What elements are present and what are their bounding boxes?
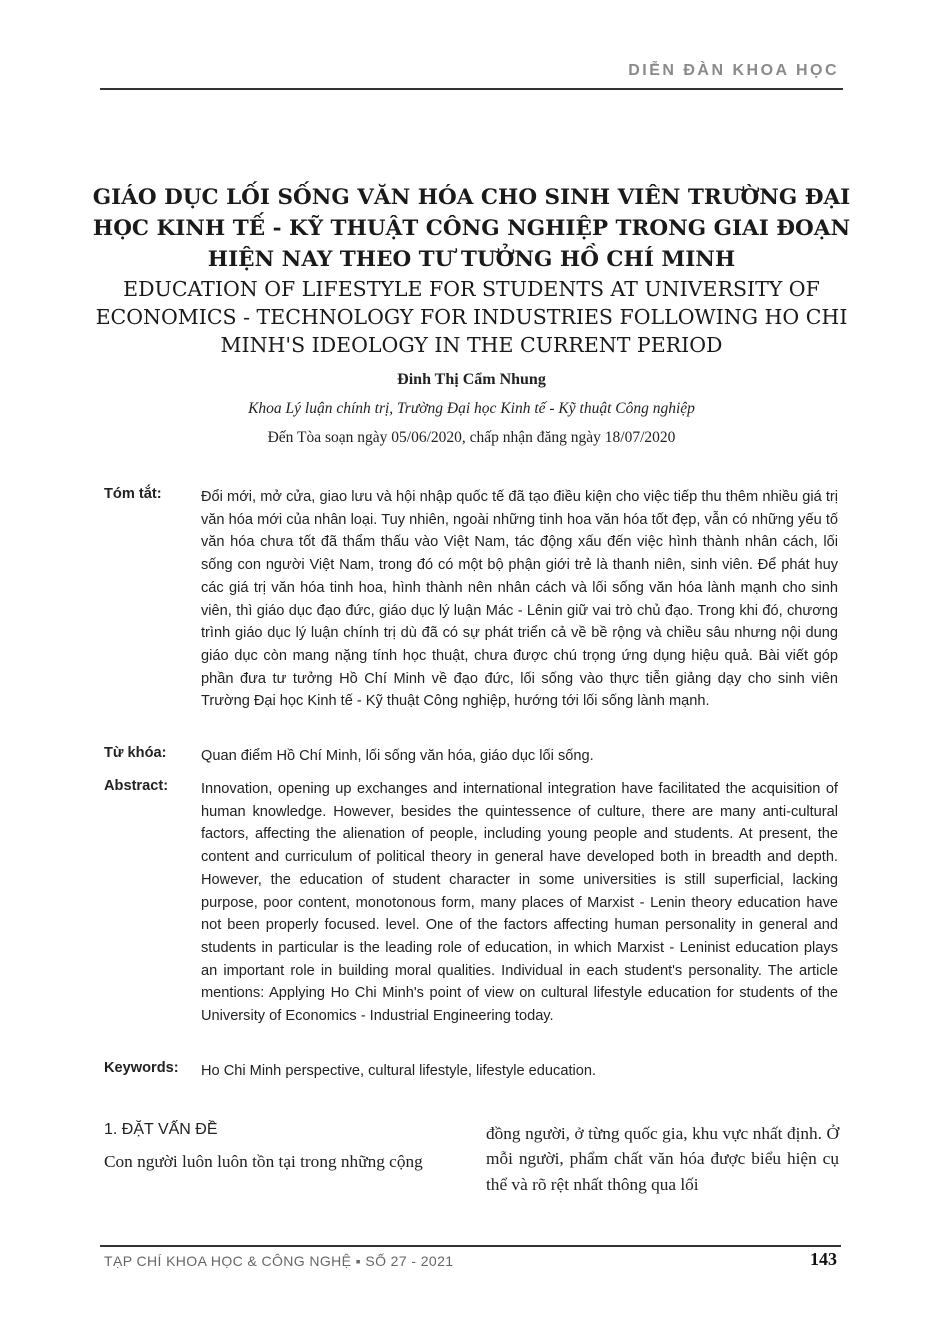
body-paragraph-right: đồng người, ở từng quốc gia, khu vực nhất định. Ở mỗi người, phẩm chất văn hóa được biểu hiện cụ thể và rõ rệt nhất thông qua lối [486, 1124, 839, 1194]
body-paragraph-left: Con người luôn luôn tồn tại trong những cộng [104, 1152, 423, 1171]
abstract-label: Abstract: [104, 778, 169, 794]
summary-text: Đổi mới, mở cửa, giao lưu và hội nhập quốc tế đã tạo điều kiện cho việc tiếp thu thêm nhiều giá trị văn hóa mới của nhân loại. Tuy nhiên, ngoài những tinh hoa văn hóa tốt đẹp, vẫn có những yếu tố văn hóa chưa tốt đã thẩm thấu vào Việt Nam, tác động xấu đến việc hình thành nhân cách, lối sống con người Việt Nam, trong đó có một bộ phận giới trẻ là thanh niên, sinh viên. Để phát huy các giá trị văn hóa tinh hoa, hình thành nên nhân cách và lối sống văn hóa lành mạnh cho sinh viên, thì giáo dục đạo đức, giáo dục lý luận Mác - Lênin giữ vai trò chủ đạo. Trong khi đó, chương trình giáo dục lý luận chính trị dù đã có sự phát triển cả về bề rộng và chiều sâu nhưng nội dung giáo dục còn mang nặng tính học thuật, chưa được chú trọng ứng dụng hiệu quả. Bài viết góp phần đưa tư tưởng Hồ Chí Minh về đạo đức, lối sống vào thực tiễn giảng dạy cho sinh viên Trường Đại học Kinh tế - Kỹ thuật Công nghiệp, hướng tới lối sống lành mạnh. [201, 489, 838, 710]
footer-journal-name: TẠP CHÍ KHOA HỌC & CÔNG NGHỆ ▪ SỐ 27 - 2021 [104, 1253, 454, 1269]
section-label: DIỄN ĐÀN KHOA HỌC [628, 62, 839, 79]
footer-divider [100, 1245, 841, 1247]
keywords-vi-label: Từ khóa: [104, 745, 167, 761]
page-number: 143 [810, 1249, 837, 1269]
title-vietnamese: GIÁO DỤC LỐI SỐNG VĂN HÓA CHO SINH VIÊN TRƯỜNG ĐẠI HỌC KINH TẾ - KỸ THUẬT CÔNG NGHIỆP TRONG GIAI ĐOẠN HIỆN NAY THEO TƯ TƯỞNG HỒ CHÍ MINH [92, 185, 851, 272]
summary-label: Tóm tắt: [104, 486, 162, 502]
summary-section [104, 486, 838, 713]
abstract-section [104, 778, 838, 1028]
keywords-vi-section [104, 745, 838, 767]
body-column-left [104, 1121, 460, 1174]
keywords-en-label: Keywords: [104, 1060, 179, 1076]
section-heading: 1. ĐẶT VẤN ĐỀ [104, 1121, 218, 1138]
title-english: EDUCATION OF LIFESTYLE FOR STUDENTS AT UNIVERSITY OF ECONOMICS - TECHNOLOGY FOR INDUSTRIES FOLLOWING HO CHI MINH'S IDEOLOGY IN THE CURRENT PERIOD [95, 277, 848, 357]
author-name: Đinh Thị Cẩm Nhung [397, 371, 546, 388]
submission-dates: Đến Tòa soạn ngày 05/06/2020, chấp nhận đăng ngày 18/07/2020 [267, 429, 676, 446]
keywords-vi-text: Quan điểm Hồ Chí Minh, lối sống văn hóa, giáo dục lối sống. [201, 748, 594, 764]
keywords-en-text: Ho Chi Minh perspective, cultural lifestyle, lifestyle education. [201, 1063, 597, 1079]
keywords-en-section [104, 1060, 838, 1082]
abstract-text: Innovation, opening up exchanges and international integration have facilitated the acquisition of human knowledge. However, besides the quintessence of culture, there are many anti-cultural factors, affecting the alienation of people, including young people and students. At present, the content and curriculum of political theory in general have developed both in breadth and depth. However, the education of student character in some universities is still superficial, lacking purpose, poor content, monotonous form, many places of Marxist - Lenin theory education have not been properly focused. level. One of the factors affecting human personality in general and students in particular is the leading role of education, in which Marxist - Leninist education plays an important role in building moral qualities. Individual in each student's personality. The article mentions: Applying Ho Chi Minh's point of view on cultural lifestyle education for students of the University of Economics - Industrial Engineering today. [201, 781, 838, 1025]
body-column-right [486, 1121, 839, 1197]
header-divider [100, 88, 843, 90]
author-affiliation: Khoa Lý luận chính trị, Trường Đại học Kinh tế - Kỹ thuật Công nghiệp [248, 400, 695, 417]
